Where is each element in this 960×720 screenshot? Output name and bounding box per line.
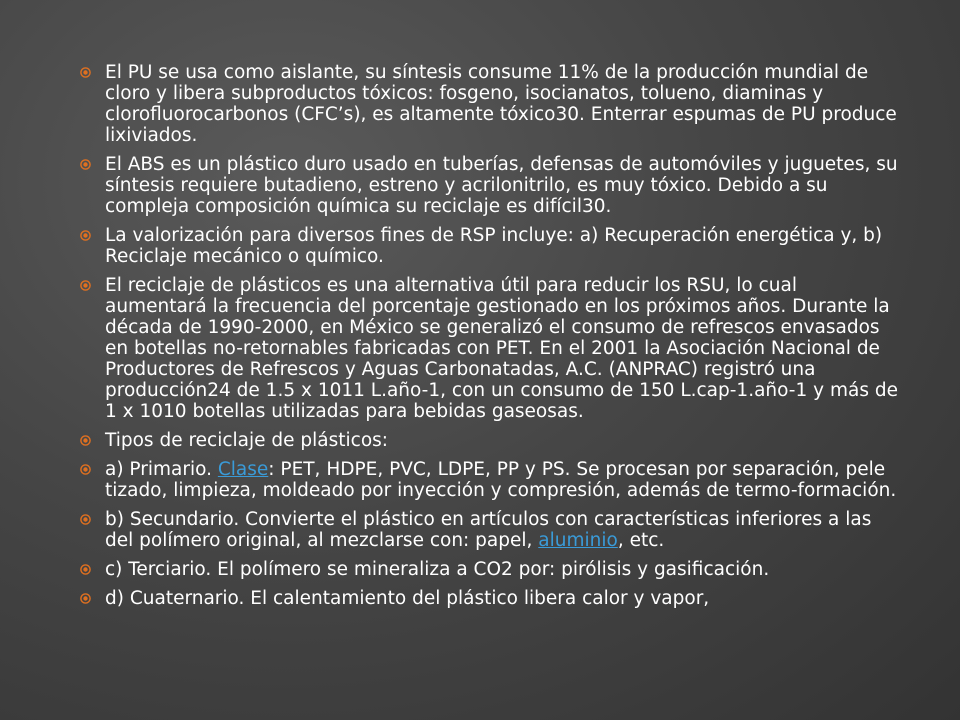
bullet-text: Tipos de reciclaje de plásticos: <box>105 430 389 451</box>
bullet-icon <box>80 280 91 291</box>
bullet-icon <box>80 593 91 604</box>
bullet-icon <box>80 159 91 170</box>
bullet-cuaternario <box>80 588 900 609</box>
bullet-list <box>80 62 900 617</box>
bullet-text-before: b) Secundario. Convierte el plástico en artículos con características inferiores a las del polímero original, al mezclarse con: papel, <box>105 509 872 551</box>
bullet-tipos <box>80 430 900 451</box>
bullet-text: c) Terciario. El polímero se mineraliza a CO2 por: pirólisis y gasificación. <box>105 559 770 580</box>
bullet-icon <box>80 67 91 78</box>
bullet-reciclaje <box>80 275 900 422</box>
bullet-text: El ABS es un plástico duro usado en tuberías, defensas de automóviles y juguetes, su síntesis requiere butadieno, estreno y acrilonitrilo, es muy tóxico. Debido a su compleja composición química su reciclaje es difícil30. <box>105 154 898 217</box>
bullet-pu <box>80 62 900 146</box>
clase-link[interactable]: Clase <box>217 459 269 480</box>
bullet-primario <box>80 459 900 501</box>
bullet-secundario <box>80 509 900 551</box>
bullet-terciario <box>80 559 900 580</box>
bullet-text: La valorización para diversos fines de RSP incluye: a) Recuperación energética y, b) Reciclaje mecánico o químico. <box>105 225 883 267</box>
aluminio-link[interactable]: aluminio <box>538 530 618 551</box>
bullet-icon <box>80 514 91 525</box>
bullet-icon <box>80 564 91 575</box>
bullet-abs <box>80 154 900 217</box>
bullet-valorizacion <box>80 225 900 267</box>
bullet-text-after: : PET, HDPE, PVC, LDPE, PP y PS. Se procesan por separación, pele tizado, limpieza, moldeado por inyección y compresión, además de termo-formación. <box>105 459 897 501</box>
bullet-text-after: , etc. <box>617 530 665 551</box>
bullet-text: El PU se usa como aislante, su síntesis consume 11% de la producción mundial de cloro y libera subproductos tóxicos: fosgeno, isocianatos, tolueno, diaminas y clorofluorocarbonos (CFC’s), es altamente tóxico30. Enterrar espumas de PU produce lixiviados. <box>105 62 897 146</box>
bullet-text: d) Cuaternario. El calentamiento del plástico libera calor y vapor, <box>105 588 710 609</box>
bullet-text: El reciclaje de plásticos es una alternativa útil para reducir los RSU, lo cual aumentará la frecuencia del porcentaje gestionado en los próximos años. Durante la década de 1990-2000, en México se generalizó el consumo de refrescos envasados en botellas no-retornables fabricadas con PET. En el 2001 la Asociación Nacional de Productores de Refrescos y Aguas Carbonatadas, A.C. (ANPRAC) registró una producción24 de 1.5 x 1011 L.año-1, con un consumo de 150 L.cap-1.año-1 y más de 1 x 1010 botellas utilizadas para bebidas gaseosas. <box>105 275 898 422</box>
bullet-icon <box>80 435 91 446</box>
bullet-icon <box>80 230 91 241</box>
bullet-icon <box>80 464 91 475</box>
bullet-text-before: a) Primario. <box>105 459 218 480</box>
